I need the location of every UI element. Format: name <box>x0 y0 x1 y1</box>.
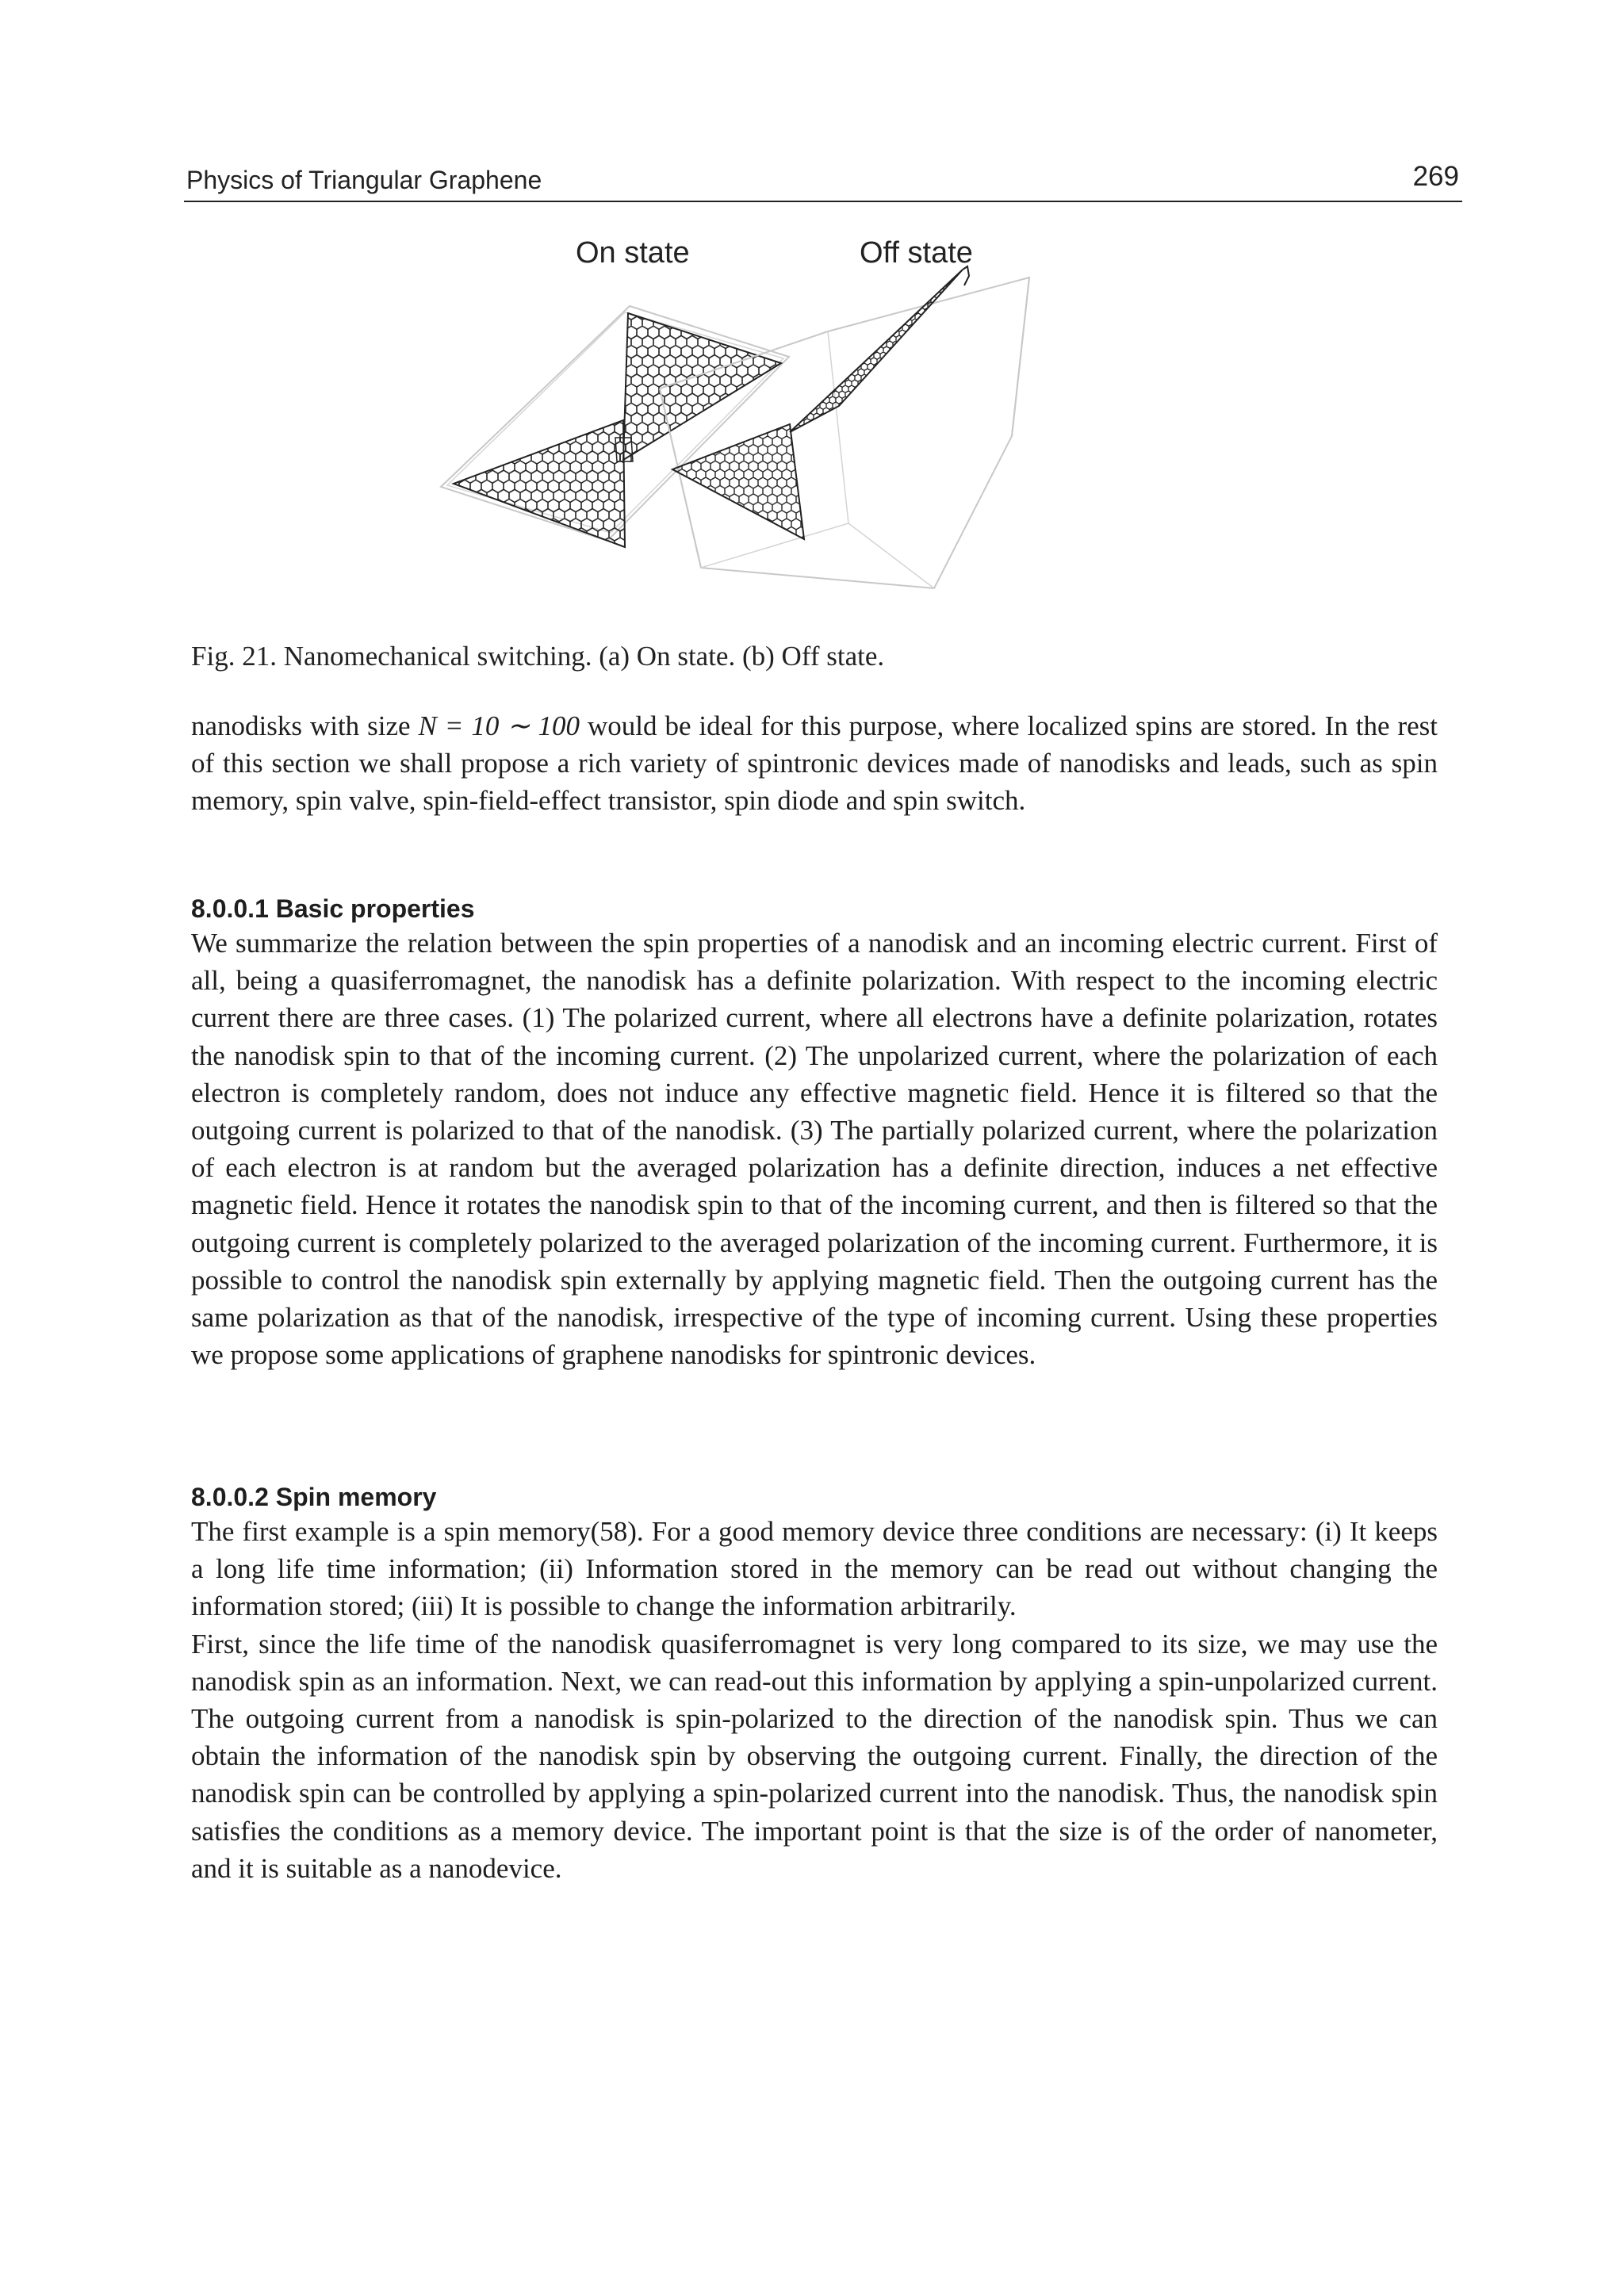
spin-memory-paragraph-2: First, since the life time of the nanodisk quasiferromagnet is very long compared to its size, we may use the nanodisk spin as an information. Next, we can read-out this information by applying a spin-unpolarized current. The outgoing current from a nanodisk is spin-polarized to the direction of the nanodisk spin. Thus we can obtain the information of the nanodisk spin by observing the outgoing current. Finally, the direction of the nanodisk spin can be controlled by applying a spin-polarized current into the nanodisk. Thus, the nanodisk spin satisfies the conditions as a memory device. The important point is that the size is of the order of nanometer, and it is suitable as a nanodevice. <box>191 1628 1438 1884</box>
figure-drawing <box>420 230 1213 634</box>
panel-label-off-state: Off state <box>860 236 973 270</box>
intro-text-pre: nanodisks with size <box>191 710 419 741</box>
running-header <box>184 163 1462 202</box>
figure-nanomechanical-switching <box>420 230 1213 634</box>
spin-memory-paragraphs <box>191 1513 1438 1887</box>
intro-text-post: would be ideal for this purpose, where localized spins are stored. In the rest of this section we shall propose a rich variety of spintronic devices made of nanodisks and leads, such as spin memory, spin valve, spin-field-effect transistor, spin diode and spin switch. <box>191 710 1438 817</box>
intro-paragraph <box>191 707 1438 820</box>
figure-caption: Fig. 21. Nanomechanical switching. (a) On state. (b) Off state. <box>191 641 885 672</box>
spin-memory-paragraph-1: The first example is a spin memory(58). For a good memory device three conditions are necessary: (i) It keeps a long life time information; (ii) Information stored in the memory can be read out without changing the information stored; (iii) It is possible to change the information arbitrarily. <box>191 1516 1438 1622</box>
section-heading-spin-memory: 8.0.0.2 Spin memory <box>191 1483 437 1511</box>
on-state-panel <box>441 306 789 547</box>
page-number: 269 <box>1412 161 1459 192</box>
running-title: Physics of Triangular Graphene <box>186 166 542 194</box>
section-heading-basic-properties: 8.0.0.1 Basic properties <box>191 894 475 923</box>
size-range-math: N = 10 ∼ 100 <box>418 710 580 741</box>
basic-properties-text: We summarize the relation between the spin properties of a nanodisk and an incoming electric current. First of all, being a quasiferromagnet, the nanodisk has a definite polarization. With respect to the incoming electric current there are three cases. (1) The polarized current, where all electrons have a definite polarization, rotates the nanodisk spin to that of the incoming current. (2) The unpolarized current, where the polarization of each electron is completely random, does not induce any effective magnetic field. Hence it is filtered so that the outgoing current is polarized to that of the nanodisk. (3) The partially polarized current, where the polarization of each electron is at random but the averaged polarization has a definite direction, induces a net effective magnetic field. Hence it rotates the nanodisk spin to that of the incoming current, and then is filtered so that the outgoing current is completely polarized to the averaged polarization of the incoming current. Furthermore, it is possible to control the nanodisk spin externally by applying magnetic field. Then the outgoing current has the same polarization as that of the nanodisk, irrespective of the type of incoming current. Using these properties we propose some applications of graphene nanodisks for spintronic devices. <box>191 928 1438 1371</box>
basic-properties-paragraph <box>191 924 1438 1373</box>
panel-label-on-state: On state <box>576 236 690 270</box>
